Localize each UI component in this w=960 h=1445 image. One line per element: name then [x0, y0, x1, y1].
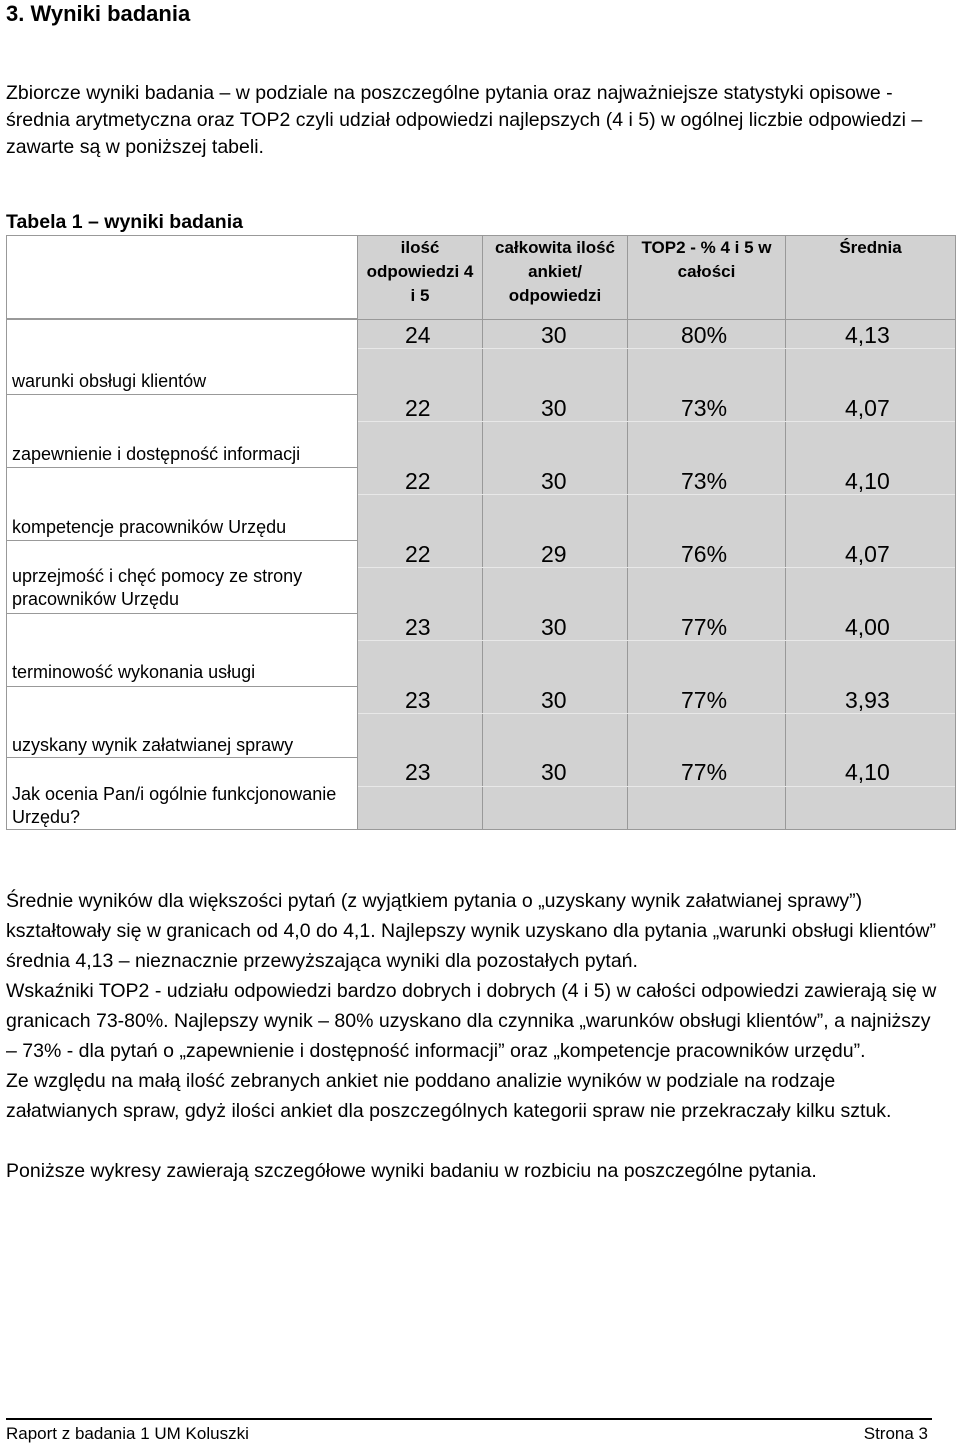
- cell-average: 4,10: [845, 759, 890, 785]
- cell-total: 30: [541, 322, 567, 348]
- cell-count-4-5: 22: [405, 395, 431, 421]
- label-separator: [6, 540, 357, 541]
- header-cell-average: Średnia: [785, 236, 955, 319]
- cell-count-4-5: 22: [405, 468, 431, 494]
- label-separator: [6, 686, 357, 687]
- cell-total: 30: [541, 759, 567, 785]
- row-label: uzyskany wynik załatwianej sprawy: [12, 735, 294, 755]
- footer-report-title: Raport z badania 1 UM Koluszki: [6, 1424, 249, 1443]
- label-separator: [6, 757, 357, 758]
- cell-count-4-5: 24: [405, 322, 431, 348]
- cell-count-4-5: 23: [405, 614, 431, 640]
- row-label: zapewnienie i dostępność informacji: [12, 444, 301, 464]
- cell-top2: 73%: [681, 395, 728, 421]
- row-label: Jak ocenia Pan/i ogólnie funkcjonowanie Urzędu?: [12, 784, 337, 827]
- cell-count-4-5: 22: [405, 541, 431, 567]
- cell-total: 30: [541, 687, 567, 713]
- cell-average: 4,10: [845, 468, 890, 494]
- cell-top2: 76%: [681, 541, 728, 567]
- intro-paragraph: Zbiorcze wyniki badania – w podziale na poszczególne pytania oraz najważniejsze statystyki opisowe - średnia arytmetyczna oraz TOP2 czyli udział odpowiedzi najlepszych (4 i 5) w ogólnej liczbie odpowiedzi – zawarte są w poniższej tabeli.: [6, 82, 923, 158]
- table-row: [357, 393, 956, 423]
- cell-count-4-5: 23: [405, 687, 431, 713]
- header-cell-count-4-5: ilość odpowiedzi 4 i 5: [357, 236, 482, 319]
- cell-top2: 77%: [681, 759, 728, 785]
- table-caption: Tabela 1 – wyniki badania: [6, 211, 243, 233]
- table-row: [357, 757, 956, 787]
- cell-total: 30: [541, 395, 567, 421]
- label-separator: [6, 613, 357, 614]
- row-label: uprzejmość i chęć pomocy ze strony pracowników Urzędu: [12, 566, 303, 609]
- results-discussion: [6, 886, 941, 1186]
- row-label: warunki obsługi klientów: [12, 371, 207, 391]
- cell-top2: 77%: [681, 614, 728, 640]
- cell-total: 30: [541, 614, 567, 640]
- cell-average: 4,13: [845, 322, 890, 348]
- footer-page-number: Strona 3: [863, 1424, 928, 1443]
- label-separator: [6, 394, 357, 395]
- cell-average: 3,93: [845, 687, 890, 713]
- table-row: [357, 612, 956, 642]
- cell-top2: 77%: [681, 687, 728, 713]
- table-row: [357, 685, 956, 715]
- cell-top2: 73%: [681, 468, 728, 494]
- label-separator: [6, 467, 357, 468]
- cell-average: 4,07: [845, 541, 890, 567]
- row-label: terminowość wykonania usługi: [12, 662, 256, 682]
- table-row: [357, 466, 956, 496]
- header-cell-total: całkowita ilość ankiet/ odpowiedzi: [482, 236, 627, 319]
- paragraph: Średnie wyników dla większości pytań (z wyjątkiem pytania o „uzyskany wynik załatwianej sprawy”) kształtowały się w granicach od 4,0 do 4,1. Najlepszy wynik uzyskano dla pytania „warunki obsługi klientów” średnia 4,13 – nieznacznie przewyższająca wyniki dla pozostałych pytań.: [6, 890, 936, 972]
- header-cell-top2: TOP2 - % 4 i 5 w całości: [627, 236, 785, 319]
- cell-count-4-5: 23: [405, 759, 431, 785]
- cell-total: 29: [541, 541, 567, 567]
- cell-top2: 80%: [681, 322, 728, 348]
- section-title: 3. Wyniki badania: [6, 1, 191, 26]
- paragraph: Ze względu na małą ilość zebranych ankiet nie poddano analizie wyników w podziale na rodzaje załatwianych spraw, gdyż ilości ankiet dla poszczególnych kategorii spraw nie przekraczały kilku sztuk.: [6, 1070, 892, 1122]
- paragraph: Poniższe wykresy zawierają szczegółowe wyniki badaniu w rozbiciu na poszczególne pytania.: [6, 1160, 817, 1182]
- table-row: [357, 320, 956, 350]
- cell-total: 30: [541, 468, 567, 494]
- cell-average: 4,07: [845, 395, 890, 421]
- row-label: kompetencje pracowników Urzędu: [12, 517, 287, 537]
- footer-rule: [6, 1418, 932, 1420]
- cell-average: 4,00: [845, 614, 890, 640]
- paragraph: Wskaźniki TOP2 - udziału odpowiedzi bardzo dobrych i dobrych (4 i 5) w całości odpowiedzi zawierają się w granicach 73-80%. Najlepszy wynik – 80% uzyskano dla czynnika „warunków obsługi klientów”, a najniższy – 73% - dla pytań o „zapewnienie i dostępność informacji” oraz „kompetencje pracowników urzędu”.: [6, 980, 937, 1062]
- table-row: [357, 539, 956, 569]
